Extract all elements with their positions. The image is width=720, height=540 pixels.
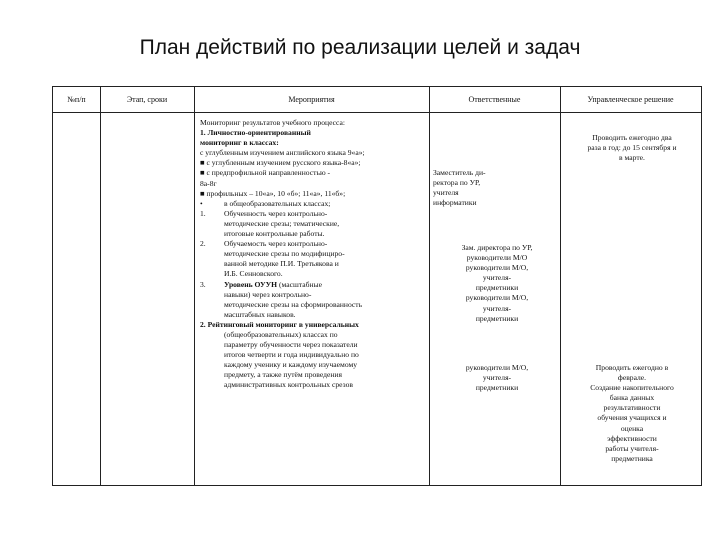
activity-line: навыки) через контрольно- bbox=[224, 289, 312, 299]
activity-line: ванной методике П.И. Третьякова и bbox=[224, 259, 339, 269]
decision-line: работы учителя- bbox=[605, 443, 659, 453]
bullet-marker: • bbox=[200, 198, 203, 208]
activity-line: методические срезы на сформированность bbox=[224, 299, 363, 309]
decision-line: обучения учащихся и bbox=[597, 413, 667, 423]
header-decision: Управленческое решение bbox=[587, 95, 674, 104]
activity-line: с углубленным изучением английского языка 9«а»; bbox=[200, 148, 365, 158]
responsible-line: ректора по УР, bbox=[433, 178, 481, 188]
responsible-line: предметники bbox=[475, 383, 519, 393]
header-number: №п/п bbox=[67, 95, 86, 104]
responsible-cell bbox=[433, 243, 561, 324]
activity-line: (общеобразовательных) классах по bbox=[224, 329, 338, 339]
item-number: 1. bbox=[200, 208, 206, 218]
decision-cell bbox=[565, 133, 699, 163]
decision-line: результативности bbox=[603, 403, 661, 413]
activity-text: в общеобразовательных классах; bbox=[224, 198, 331, 208]
activity-text: Обучаемость через контрольно- bbox=[224, 239, 328, 249]
column-divider bbox=[194, 87, 195, 485]
responsible-line: руководители М/О, bbox=[465, 263, 529, 273]
decision-line: оценка bbox=[620, 423, 644, 433]
responsible-line: учителя- bbox=[482, 273, 512, 283]
activity-line: итогов четверти и года индивидуально по bbox=[224, 350, 359, 360]
activity-heading: 2. Рейтинговый мониторинг в универсальных bbox=[200, 319, 359, 329]
responsible-cell bbox=[433, 363, 561, 393]
decision-line: в марте. bbox=[619, 153, 645, 163]
item-number: 3. bbox=[200, 279, 206, 289]
activity-line: методические срезы; тематические, bbox=[224, 218, 340, 228]
activity-line bbox=[200, 239, 430, 249]
decision-line: Проводить ежегодно в bbox=[595, 363, 669, 372]
activity-line: ■ профильных – 10«а», 10 «б»; 11«а», 11«б»; bbox=[200, 188, 346, 198]
column-divider bbox=[100, 87, 101, 485]
responsible-line: руководители М/О, bbox=[465, 293, 529, 303]
decision-cell bbox=[565, 363, 699, 464]
responsible-line: Заместитель ди- bbox=[433, 168, 486, 177]
activities-cell bbox=[200, 118, 430, 391]
decision-line: предметника bbox=[611, 453, 653, 463]
activity-heading: мониторинг в классах: bbox=[200, 138, 279, 148]
page-title: План действий по реализации целей и задач bbox=[139, 36, 581, 59]
responsible-line: предметники bbox=[475, 313, 519, 323]
responsible-line: учителя- bbox=[482, 373, 512, 383]
activity-line: ■ с предпрофильной направленностью - bbox=[200, 168, 331, 178]
responsible-line: учителя- bbox=[482, 303, 512, 313]
decision-line: эффективности bbox=[607, 433, 657, 443]
header-responsible: Ответственные bbox=[468, 95, 521, 104]
decision-line: раза в год: до 15 сентября и bbox=[587, 143, 677, 153]
decision-line: Создание накопительного bbox=[590, 383, 674, 393]
activity-line bbox=[200, 209, 430, 219]
decision-line: Проводить ежегодно два bbox=[592, 133, 672, 142]
activity-line: каждому ученику и каждому изучаемому bbox=[224, 360, 358, 370]
decision-line: банка данных bbox=[609, 393, 655, 403]
responsible-line: руководители М/О bbox=[466, 253, 528, 263]
activity-line bbox=[200, 280, 430, 290]
responsible-line: предметники bbox=[475, 283, 519, 293]
responsible-cell bbox=[433, 168, 561, 208]
responsible-line: Зам. директора по УР, bbox=[461, 243, 533, 252]
activity-heading: 1. Личностно-ориентированный bbox=[200, 128, 311, 138]
activity-bold-text: Уровень ОУУН bbox=[224, 279, 278, 289]
activity-line: административных контрольных срезов bbox=[224, 380, 353, 390]
item-number: 2. bbox=[200, 239, 206, 249]
activity-line: предмету, а также путём проведения bbox=[224, 370, 342, 380]
header-stage: Этап, сроки bbox=[126, 95, 168, 104]
action-plan-table bbox=[52, 86, 702, 486]
activity-line: параметру обученности через показатели bbox=[224, 340, 358, 350]
activity-text: (масштабные bbox=[277, 279, 323, 289]
header-divider bbox=[53, 112, 701, 113]
activity-line: И.Б. Сенновского. bbox=[224, 269, 283, 279]
responsible-line: руководители М/О, bbox=[465, 363, 529, 372]
activity-text: Обученность через контрольно- bbox=[224, 208, 328, 218]
decision-line: феврале. bbox=[617, 373, 647, 383]
activity-line: масштабных навыков. bbox=[224, 309, 296, 319]
activity-line: ■ с углубленным изучением русского языка-8«а»; bbox=[200, 158, 361, 168]
header-activities: Мероприятия bbox=[288, 95, 335, 104]
activity-line: методические срезы по модифициро- bbox=[224, 249, 345, 259]
activity-line: 8а-8г bbox=[200, 178, 217, 188]
responsible-line: учителя bbox=[433, 188, 459, 198]
activity-line: Мониторинг результатов учебного процесса: bbox=[200, 118, 345, 127]
responsible-line: информатики bbox=[433, 198, 477, 208]
activity-line: итоговые контрольные работы. bbox=[224, 229, 325, 239]
activity-line bbox=[200, 199, 430, 209]
